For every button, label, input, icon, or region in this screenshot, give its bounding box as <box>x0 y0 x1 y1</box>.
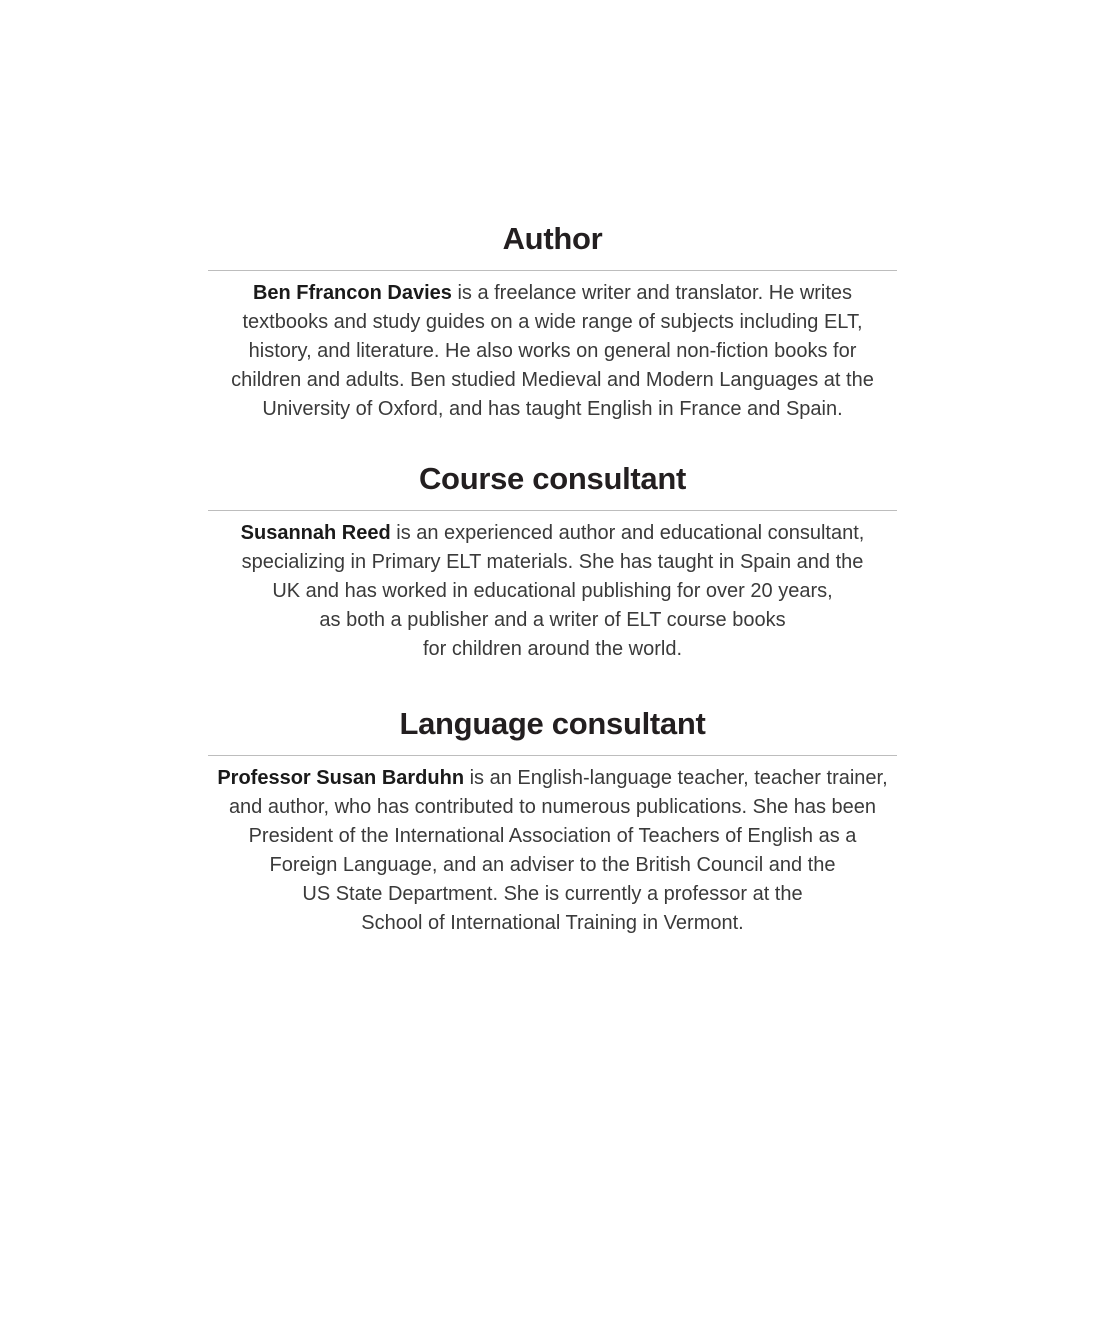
bio-line: for children around the world. <box>422 638 683 660</box>
bio-line: children and adults. Ben studied Medieval and Modern Languages at the <box>231 369 874 391</box>
section-divider <box>208 270 897 271</box>
bio-line: history, and literature. He also works on general non-fiction books for <box>248 340 857 362</box>
language-consultant-section <box>208 699 897 938</box>
bio-line: specializing in Primary ELT materials. She has taught in Spain and the <box>241 551 864 573</box>
bio-text: is an English-language teacher, teacher trainer, <box>464 767 888 789</box>
bio-line <box>208 764 897 793</box>
section-title-language-consultant: Language consultant <box>399 706 706 741</box>
bio-line <box>208 519 897 548</box>
bio-line: UK and has worked in educational publishing for over 20 years, <box>272 580 833 602</box>
bio-line: and author, who has contributed to numerous publications. She has been <box>228 796 877 818</box>
bio-line: as both a publisher and a writer of ELT course books <box>319 609 786 631</box>
language-consultant-bio <box>208 764 897 938</box>
course-consultant-bio <box>208 519 897 664</box>
bio-text: is an experienced author and educational consultant, <box>390 522 865 544</box>
bio-line: Foreign Language, and an adviser to the British Council and the <box>269 854 836 876</box>
author-bio <box>208 279 897 424</box>
course-consultant-section <box>208 454 897 664</box>
course-consultant-name: Susannah Reed <box>240 522 391 544</box>
bio-line: textbooks and study guides on a wide range of subjects including ELT, <box>242 311 863 333</box>
bio-line: President of the International Association of Teachers of English as a <box>248 825 857 847</box>
author-name: Ben Ffrancon Davies <box>252 282 452 304</box>
section-divider <box>208 755 897 756</box>
language-consultant-name: Professor Susan Barduhn <box>217 767 465 789</box>
section-divider <box>208 510 897 511</box>
bio-line: US State Department. She is currently a professor at the <box>302 883 803 905</box>
section-title-author: Author <box>502 221 603 256</box>
section-title-course-consultant: Course consultant <box>418 461 687 496</box>
bio-line <box>208 279 897 308</box>
author-section <box>208 214 897 424</box>
bio-line: School of International Training in Vermont. <box>361 912 744 934</box>
bio-text: is a freelance writer and translator. He writes <box>451 282 853 304</box>
bio-line: University of Oxford, and has taught English in France and Spain. <box>262 398 843 420</box>
